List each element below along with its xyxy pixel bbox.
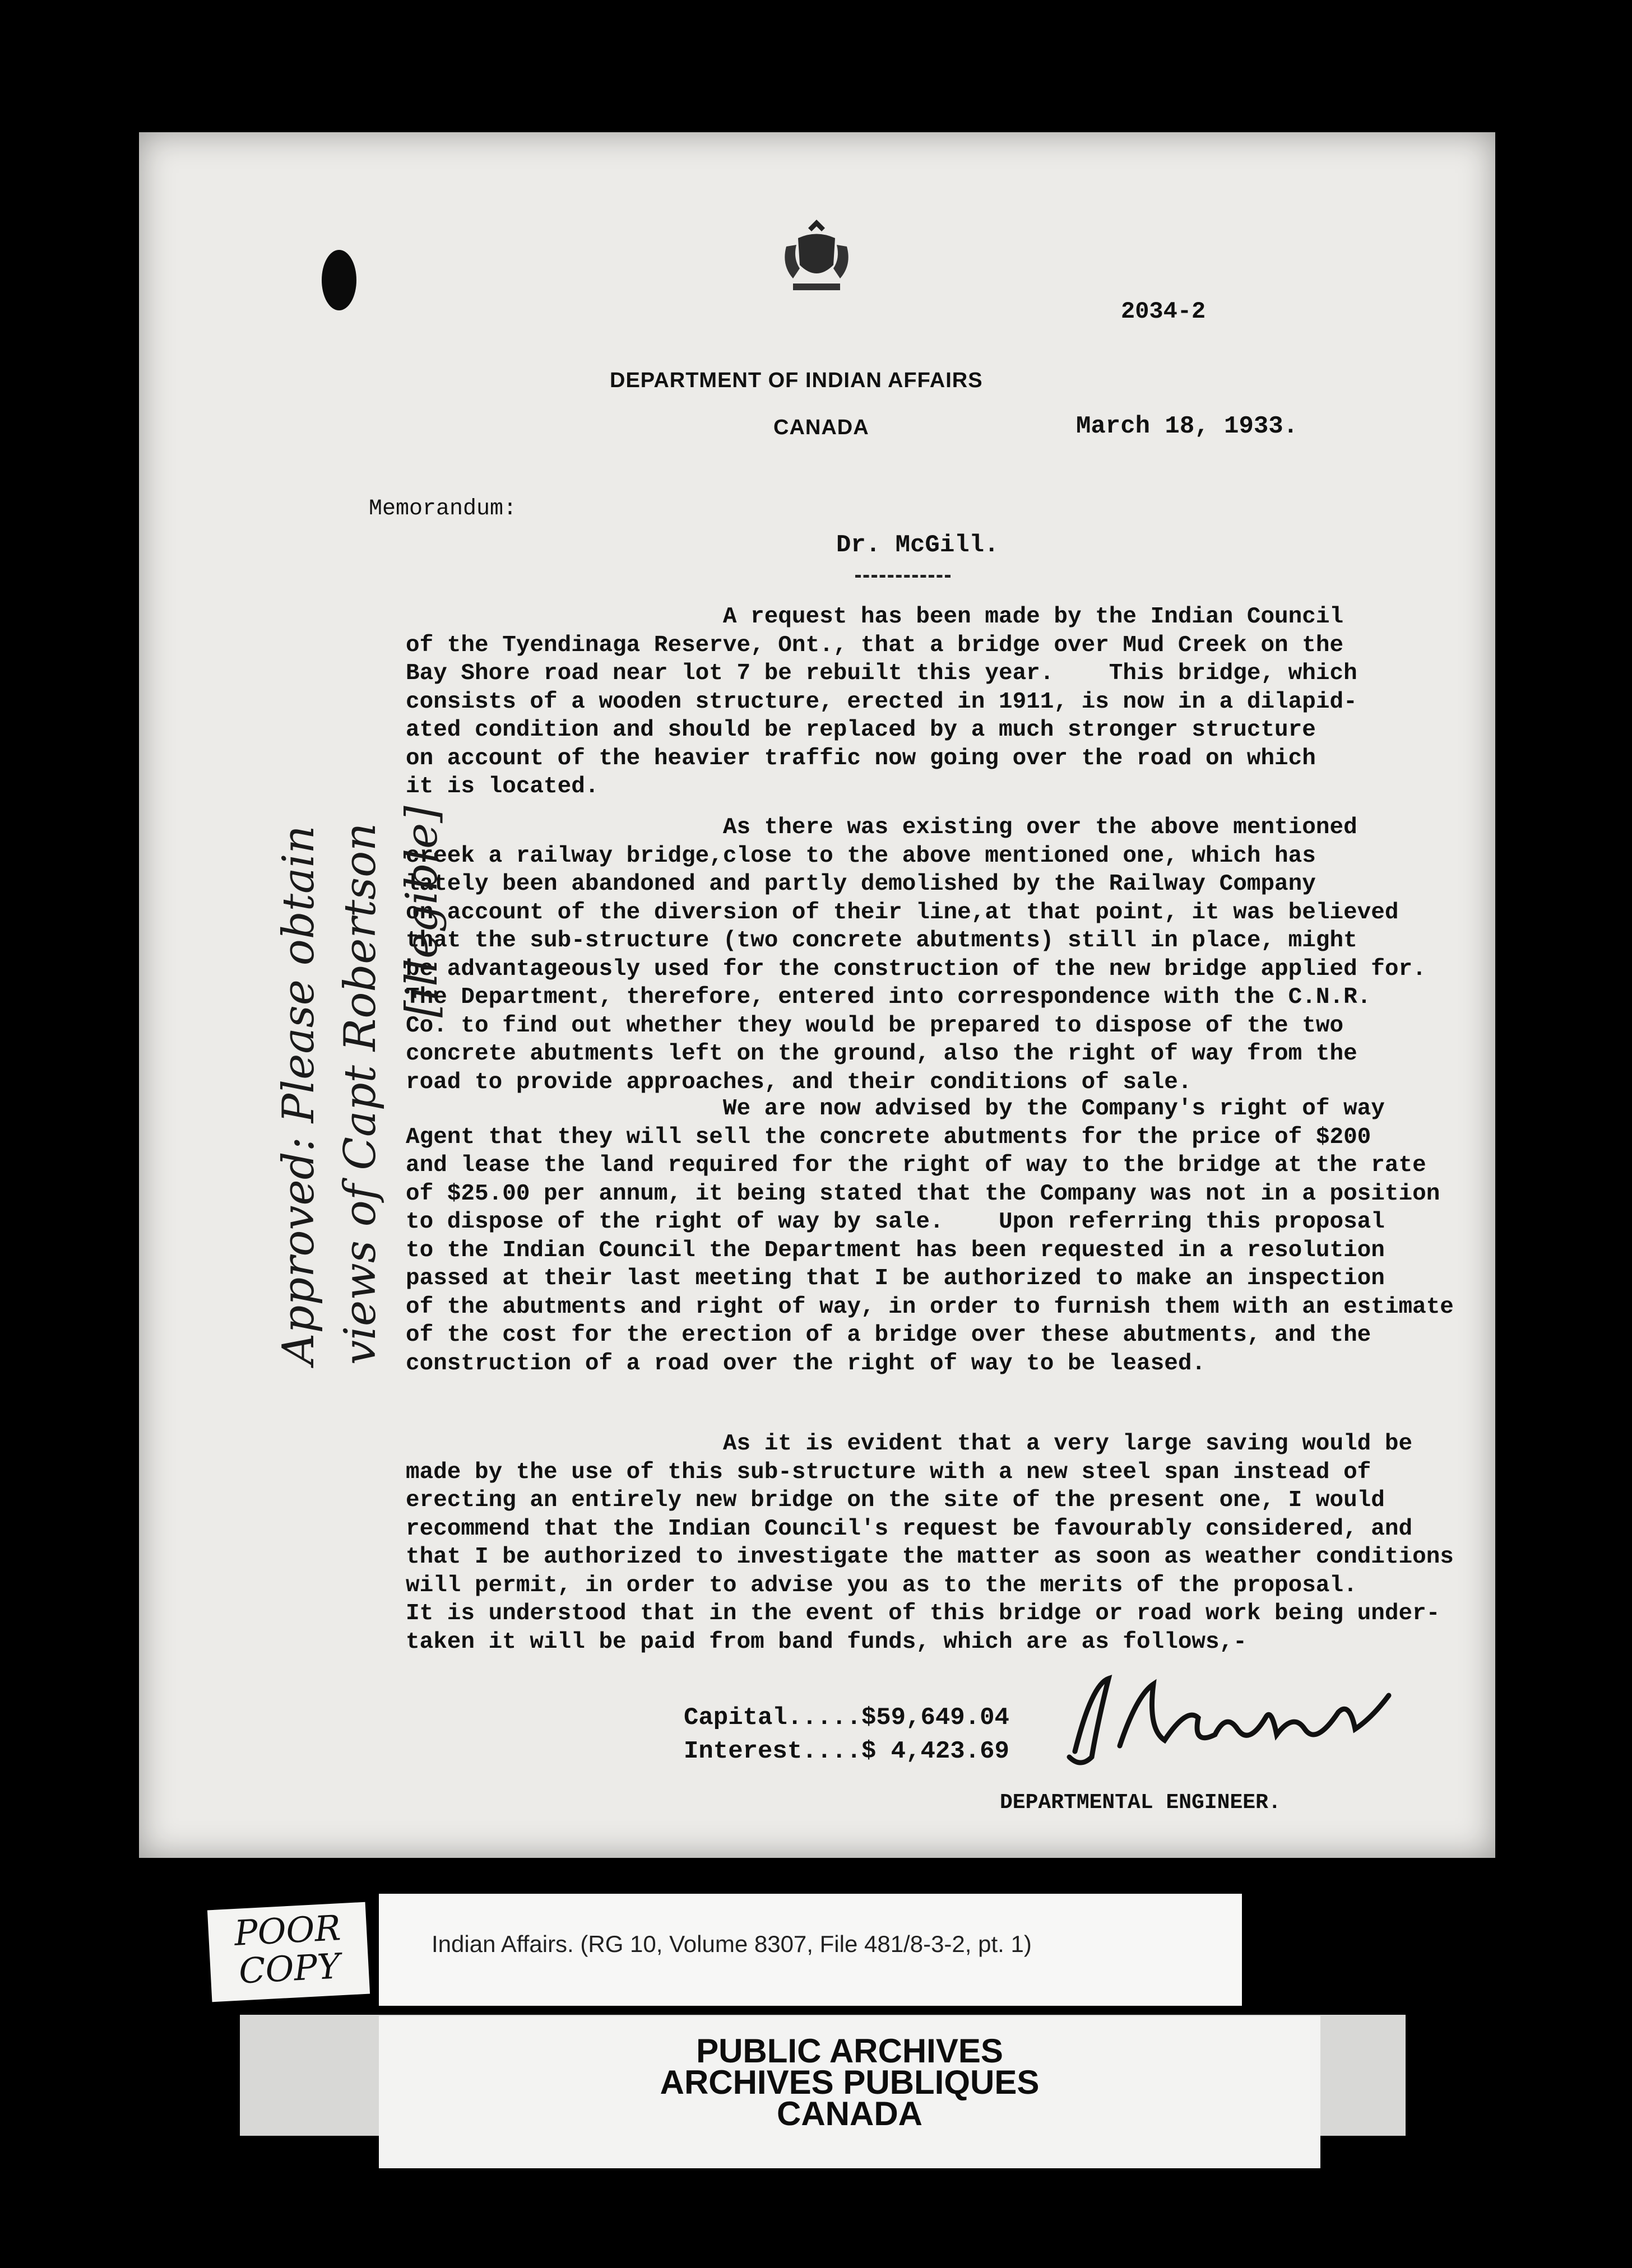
body-paragraph-3: We are now advised by the Company's right of way Agent that they will sell the concrete abutments for the price of $200 and lease the land required for the right of way to the bridge at the rate of $25.00 per annum, it being stated that the Company was not in a position to dispose of the right of way by sale. Upon referring this proposal to the Indian Council the Department has been requested in a resolution passed at their last meeting that I be authorized to make an inspection of the abutments and right of way, in order to furnish them with an estimate of the cost for the erection of a bridge over these abutments, and the construction of a road over the right of way to be leased. (406, 1096, 1454, 1377)
binder-hole (322, 250, 356, 310)
interest-amount: $ 4,423.69 (861, 1737, 1009, 1765)
public-archives-label (379, 2016, 1320, 2168)
interest-label: Interest.... (684, 1737, 861, 1765)
handwritten-note: Approved: Please obtain views of Capt Robertson [illegible] (273, 806, 447, 1365)
poor-copy-stamp: POOR COPY (207, 1902, 370, 2002)
letter-date: March 18, 1933. (1076, 412, 1299, 440)
department-heading: DEPARTMENT OF INDIAN AFFAIRS (610, 369, 983, 392)
addressee-underline (855, 575, 951, 578)
letter-page (139, 132, 1495, 1858)
body-paragraph-2: As there was existing over the above mentioned creek a railway bridge,close to the above mentioned one, which has lately been abandoned and partly demolished by the Railway Company on account of the diversion of their line,at that point, it was believed that the sub-structure (two concrete abutments) still in place, might be advantageously used for the construction of the new bridge applied for. The Department, therefore, entered into correspondence with the C.N.R. Co. to find out whether they would be prepared to dispose of the two concrete abutments left on the ground, also the right of way from the road to provide approaches, and their conditions of sale. (406, 815, 1426, 1095)
capital-label: Capital..... (684, 1704, 861, 1732)
body-paragraph-4: As it is evident that a very large saving would be made by the use of this sub-structure with a new steel span instead of erecting an entirely new bridge on the site of the present one, I would recommend that the Indian Council's request be favourably considered, and that I be authorized to investigate the matter as soon as weather conditions will permit, in order to advise you as to the merits of the proposal. It is understood that in the event of this bridge or road work being under- taken it will be paid from band funds, which are as follows,- (406, 1431, 1454, 1655)
archives-line-english: PUBLIC ARCHIVES (696, 2032, 1003, 2070)
capital-amount: $59,649.04 (861, 1704, 1009, 1732)
department-country: CANADA (773, 416, 869, 439)
engineer-signature (1058, 1662, 1406, 1774)
archive-reference-label (379, 1894, 1242, 2006)
coat-of-arms-icon (775, 213, 859, 297)
archive-reference: Indian Affairs. (RG 10, Volume 8307, File 481/8-3-2, pt. 1) (432, 1931, 1032, 1957)
memorandum-label: Memorandum: (369, 496, 517, 522)
archives-line-french: ARCHIVES PUBLIQUES (660, 2063, 1040, 2101)
band-funds (684, 1701, 1009, 1768)
archives-line-country: CANADA (777, 2095, 922, 2132)
signature-title: DEPARTMENTAL ENGINEER. (1000, 1791, 1281, 1815)
body-paragraph-1: A request has been made by the Indian Council of the Tyendinaga Reserve, Ont., that a bridge over Mud Creek on the Bay Shore road near lot 7 be rebuilt this year. This bridge, which consists of a wooden structure, erected in 1911, is now in a dilapid- ated condition and should be replaced by a much stronger structure on account of the heavier traffic now going over the road on which it is located. (406, 604, 1357, 800)
addressee: Dr. McGill. (836, 531, 999, 559)
file-number: 2034-2 (1121, 298, 1206, 325)
